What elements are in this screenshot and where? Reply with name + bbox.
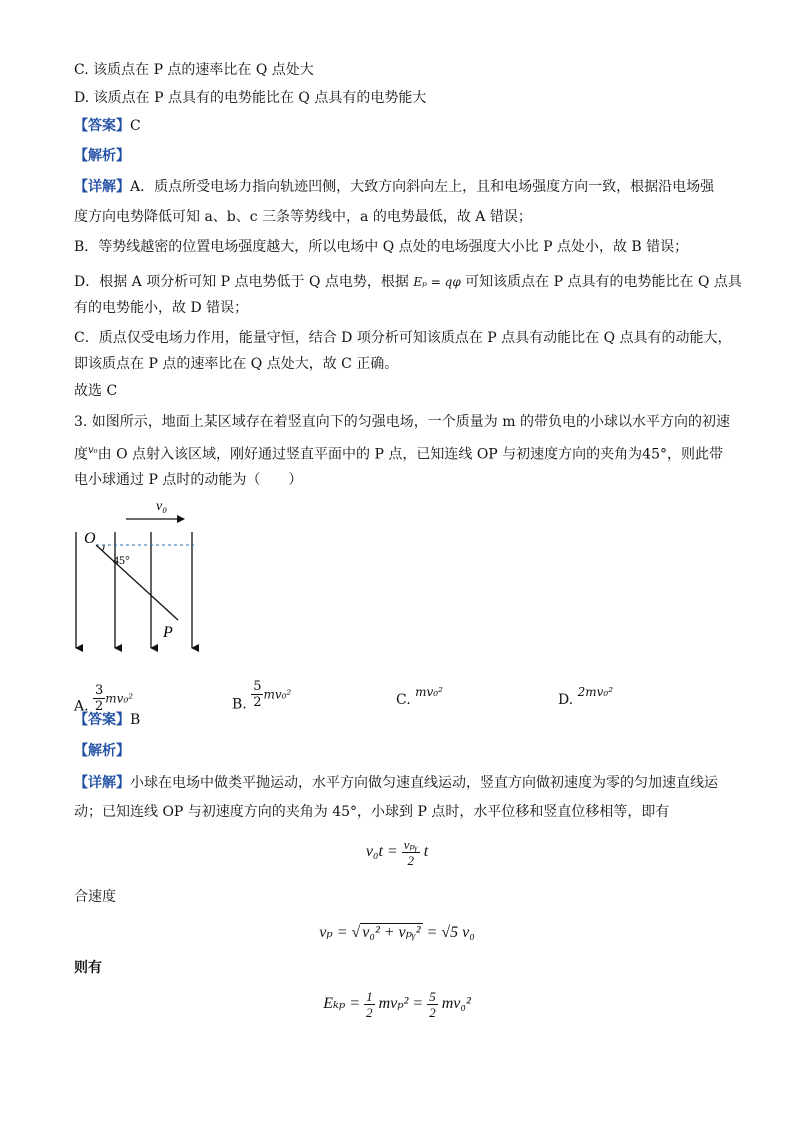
potential-energy-formula: Eₚ = qφ: [413, 275, 461, 289]
option-b[interactable]: B. $\frac{5}{2}$ mv₀²: [232, 679, 292, 713]
angle-arc: [102, 545, 104, 551]
detail-a-line-2: 度方向电势降低可知 a、b、c 三条等势线中，a 的电势最低，故 A 错误；: [74, 209, 532, 225]
detail-b-line: B．等势线越密的位置电场强度越大，所以电场中 Q 点处的电场强度大小比 P 点处小，故 B 错误；: [74, 239, 689, 255]
origin-label: O: [84, 530, 96, 547]
detail-c-line-1: C．质点仅受电场力作用，能量守恒，结合 D 项分析可知该质点在 P 点具有动能比在 Q 点具有的动能大，: [74, 330, 732, 346]
detail-d-line-2: 有的电势能小，故 D 错误；: [74, 300, 249, 316]
option-c[interactable]: C. mv₀²: [396, 685, 443, 708]
option-a[interactable]: A. $\frac{3}{2}$ mv₀²: [74, 683, 134, 715]
question-3-line-2: 度$^{v_0}$由 O 点射入该区域，刚好通过竖直平面中的 P 点，已知连线 OP 与初速度方向的夹角为45°，则此带: [74, 445, 723, 463]
angle-label: 45°: [113, 553, 130, 567]
v0-label: v₀: [156, 499, 168, 514]
detail-c-line-2: 即该质点在 P 点的速率比在 Q 点处大，故 C 正确。: [74, 356, 399, 372]
detail-tag: 【详解】: [74, 179, 130, 195]
option-d[interactable]: D. 2mv₀²: [558, 685, 614, 708]
detail-2-line-2: 动；已知连线 OP 与初速度方向的夹角为 45°，小球到 P 点时，水平位移和竖直位移相等，即有: [74, 804, 670, 820]
choose-line: 故选 C: [74, 383, 118, 399]
answer-line-2: 【答案】B: [74, 712, 141, 728]
answer-value: C: [130, 118, 141, 134]
equation-3: Eₖₚ = $\frac{1}{2}$ mvₚ² = $\frac{5}{2}$ mv₀²: [323, 989, 471, 1020]
analysis-tag-2: 【解析】: [74, 743, 130, 759]
answer-line-1: [74, 116, 141, 136]
equation-2: vₚ = √ v₀² + vₚᵧ² = √5 v₀: [319, 924, 475, 941]
option-c-text: C. 该质点在 P 点的速率比在 Q 点处大: [74, 62, 314, 78]
field-diagram: [60, 492, 220, 658]
field-lines: [76, 532, 192, 648]
detail-a-line-1: 【详解】A．质点所受电场力指向轨迹凹侧，大致方向斜向左上，且和电场强度方向一致，根据沿电场强: [74, 179, 715, 195]
then-label: 则有: [74, 960, 102, 976]
detail-2-line-1: 【详解】小球在电场中做类平抛运动，水平方向做匀速直线运动，竖直方向做初速度为零的匀加速直线运: [74, 775, 718, 791]
option-d-text: D. 该质点在 P 点具有的电势能比在 Q 点具有的电势能大: [74, 90, 427, 106]
question-3-line-1: 3. 如图所示，地面上某区域存在着竖直向下的匀强电场，一个质量为 m 的带负电的小球以水平方向的初速: [74, 414, 730, 430]
analysis-tag: 【解析】: [74, 148, 130, 164]
equation-1: v₀t = $\frac{\text{vₚᵧ}}{2}$ t: [365, 837, 429, 868]
combined-speed-label: 合速度: [74, 889, 116, 905]
answer-tag: 【答案】: [74, 118, 130, 134]
point-p-label: P: [163, 624, 173, 641]
op-line: [96, 545, 178, 620]
detail-d-line-1: D．根据 A 项分析可知 P 点电势低于 Q 点电势，根据 Eₚ = qφ 可知该质点在 P 点具有的电势能比在 Q 点具: [74, 274, 742, 290]
question-3-line-3: 电小球通过 P 点时的动能为（ ）: [74, 472, 303, 488]
